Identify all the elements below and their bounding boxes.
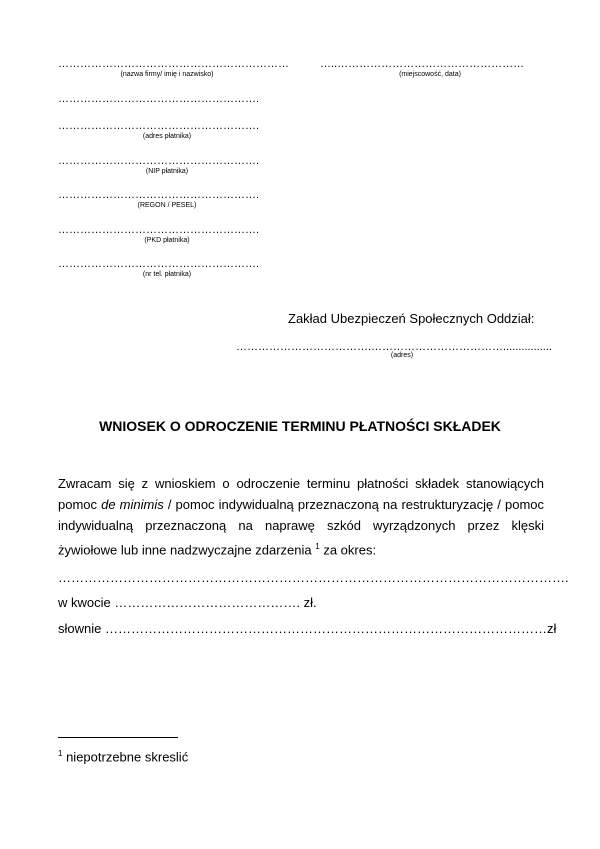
paragraph-part-2: / pomoc indywidualną przeznaczoną na restrukturyzację / pomoc indywidualną przeznaczoną na naprawę szkód wyrządzonych przez klęski żywiołowe lub inne nadzwyczajne zdarzenia [58, 497, 544, 558]
words-row [58, 621, 556, 636]
recipient-address-caption: (adres) [390, 352, 414, 359]
address-line-1[interactable]: ………………………………………………. [58, 93, 260, 105]
phone-line[interactable]: ………………………………………………. [58, 258, 260, 270]
company-name-caption: (nazwa firmy/ imię i nazwisko) [120, 71, 214, 78]
period-line[interactable]: ………………………………………………………………………………………………………. [58, 570, 569, 585]
document-title: WNIOSEK O ODROCZENIE TERMINU PŁATNOŚCI SKŁADEK [99, 418, 501, 434]
pkd-line[interactable]: ………………………………………………. [58, 224, 260, 236]
paragraph-part-3: za okres: [323, 542, 377, 558]
amount-row [58, 595, 317, 610]
company-name-line[interactable]: ……………………………………………………… [58, 58, 289, 70]
paragraph-part-1: Zwracam się z wnioskiem o odroczenie terminu płatności składek stanowiących pomoc [58, 476, 544, 512]
recipient-address-line[interactable]: ……………………………….………………………………................ [236, 341, 552, 353]
request-paragraph [58, 473, 544, 560]
de-minimis-text: de minimis [101, 497, 164, 512]
footnote-divider [58, 737, 178, 738]
words-input[interactable]: ………………………………………………………………………………………… [104, 621, 547, 636]
footnote-number: 1 [58, 749, 63, 758]
regon-pesel-line[interactable]: ………………………………………………. [58, 189, 260, 201]
place-date-line[interactable]: …..…………………………………………… [320, 58, 525, 70]
amount-label: w kwocie [58, 595, 111, 610]
nip-caption: (NIP płatnika) [145, 168, 189, 175]
phone-caption: (nr tel. płatnika) [142, 271, 192, 278]
address-line-2[interactable]: ………………………………………………. [58, 120, 260, 132]
amount-input[interactable]: ……………………………………. [114, 595, 300, 610]
words-unit: zł [546, 621, 557, 636]
address-caption: (adres płatnika) [142, 133, 192, 140]
words-label: słownie [58, 621, 102, 636]
footnote-text: niepotrzebne skreslić [66, 749, 189, 765]
footnote [58, 749, 188, 764]
pkd-caption: (PKD płatnika) [144, 237, 190, 244]
amount-unit: zł. [303, 595, 317, 610]
nip-line[interactable]: ………………………………………………. [58, 155, 260, 167]
recipient-title: Zakład Ubezpieczeń Społecznych Oddział: [288, 311, 535, 326]
place-date-caption: (miejscowość, data) [399, 71, 461, 78]
footnote-ref: 1 [315, 542, 320, 551]
regon-pesel-caption: (REGON / PESEL) [137, 202, 197, 209]
